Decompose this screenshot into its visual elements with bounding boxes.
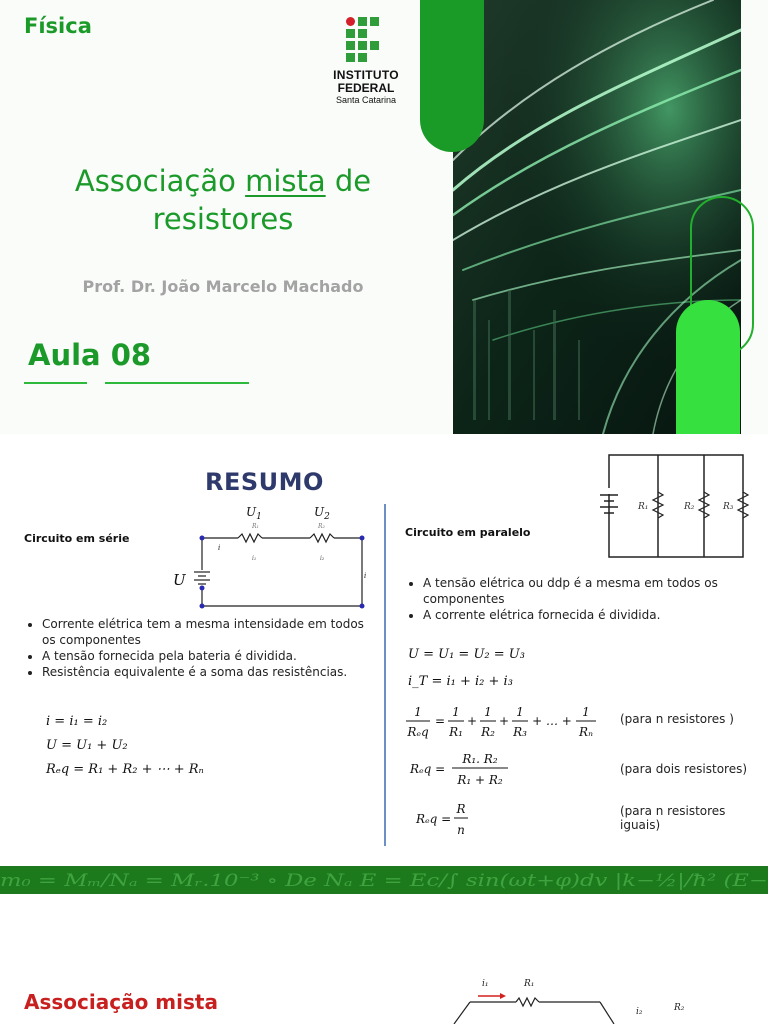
parallel-formula-two-resistors bbox=[408, 748, 518, 792]
logo-dot-red bbox=[346, 17, 355, 26]
parallel-bullet: • A corrente elétrica fornecida é dividida. bbox=[423, 607, 753, 623]
subject-label: Física bbox=[24, 14, 92, 38]
note-equal-resistors: (para n resistores iguais) bbox=[620, 804, 726, 832]
mixed-R1-label: R₁ bbox=[524, 979, 535, 989]
svg-text:Rₑq =: Rₑq = bbox=[416, 812, 452, 826]
summary-slide bbox=[0, 434, 768, 866]
svg-text:=: = bbox=[434, 714, 446, 728]
institute-logo bbox=[326, 14, 406, 108]
svg-text:Rₙ: Rₙ bbox=[579, 725, 593, 739]
decor-pill-top bbox=[420, 0, 484, 152]
svg-text:Rₑq =: Rₑq = bbox=[410, 762, 446, 776]
svg-text:+: + bbox=[498, 714, 510, 728]
professor-name: Prof. Dr. João Marcelo Machado bbox=[82, 277, 364, 296]
mixed-circuit-diagram bbox=[440, 974, 700, 1024]
svg-text:1: 1 bbox=[582, 705, 590, 719]
lesson-number: Aula 08 bbox=[28, 338, 152, 372]
series-bullets bbox=[24, 616, 372, 680]
svg-text:1: 1 bbox=[452, 705, 460, 719]
svg-text:R₁: R₁ bbox=[449, 725, 463, 739]
parallel-circuit-diagram bbox=[596, 450, 756, 562]
series-i-right-label: i bbox=[364, 572, 367, 580]
mixed-R2-label: R₂ bbox=[674, 1003, 685, 1013]
series-formula-voltage: U = U₁ + U₂ bbox=[46, 738, 128, 753]
parallel-formula-voltage: U = U₁ = U₂ = U₃ bbox=[408, 647, 525, 662]
parallel-label: Circuito em paralelo bbox=[405, 526, 531, 539]
series-R2-label: R₂ bbox=[318, 523, 325, 530]
parallel-R2-label: R₂ bbox=[684, 502, 695, 512]
slide-title: Associação mista de resistores bbox=[74, 164, 372, 236]
summary-heading: RESUMO bbox=[205, 468, 324, 496]
series-bullet: • Corrente elétrica tem a mesma intensidade em todos os componentes bbox=[42, 616, 372, 648]
svg-text:R₂: R₂ bbox=[481, 725, 495, 739]
parallel-bullet: • A tensão elétrica ou ddp é a mesma em todos os componentes bbox=[423, 575, 753, 607]
svg-text:Rₑq: Rₑq bbox=[407, 725, 429, 739]
mixed-association-slide bbox=[0, 894, 768, 1024]
logo-line2: FEDERAL bbox=[337, 81, 395, 95]
svg-text:R: R bbox=[456, 802, 466, 816]
svg-text:+: + bbox=[466, 714, 478, 728]
decor-pill-bottom bbox=[676, 300, 740, 434]
formula-banner bbox=[0, 866, 768, 894]
title-slide bbox=[0, 0, 768, 434]
series-label: Circuito em série bbox=[24, 532, 130, 545]
parallel-R1-label: R₁ bbox=[638, 502, 649, 512]
svg-text:+ … +: + … + bbox=[532, 714, 572, 728]
parallel-formula-n-resistors bbox=[404, 700, 604, 746]
series-U-label: U bbox=[173, 571, 186, 589]
underline-short bbox=[24, 382, 87, 384]
parallel-bullets bbox=[405, 575, 753, 623]
series-i-label: i bbox=[218, 544, 221, 552]
svg-text:R₃: R₃ bbox=[513, 725, 527, 739]
svg-text:R₁ + R₂: R₁ + R₂ bbox=[457, 773, 503, 787]
series-U1-label: $U_1$ bbox=[246, 505, 262, 522]
mixed-association-title: Associação mista bbox=[24, 990, 218, 1014]
mixed-i2-label: i₂ bbox=[636, 1007, 643, 1017]
series-formula-resistance: Rₑq = R₁ + R₂ + ⋯ + Rₙ bbox=[46, 762, 204, 777]
series-circuit-diagram bbox=[168, 498, 378, 614]
series-i2-label: i₂ bbox=[320, 555, 325, 562]
mixed-i1-label: i₁ bbox=[482, 979, 489, 989]
svg-text:n: n bbox=[457, 823, 465, 837]
underline-long bbox=[105, 382, 249, 384]
parallel-formula-current: i_T = i₁ + i₂ + i₃ bbox=[408, 674, 513, 689]
parallel-R3-label: R₃ bbox=[723, 502, 734, 512]
column-divider bbox=[384, 504, 386, 846]
series-i1-label: i₁ bbox=[252, 555, 257, 562]
logo-line3: Santa Catarina bbox=[335, 95, 397, 105]
series-U2-label: $U_2$ bbox=[314, 505, 330, 522]
series-R1-label: R₁ bbox=[252, 523, 259, 530]
parallel-formula-equal-resistors bbox=[414, 798, 484, 842]
series-formula-current: i = i₁ = i₂ bbox=[46, 714, 108, 729]
svg-text:1: 1 bbox=[414, 705, 422, 719]
logo-line1: INSTITUTO bbox=[333, 68, 399, 82]
note-two-resistors: (para dois resistores) bbox=[620, 762, 748, 776]
svg-text:R₁. R₂: R₁. R₂ bbox=[462, 752, 498, 766]
svg-text:1: 1 bbox=[516, 705, 524, 719]
series-bullet: • A tensão fornecida pela bateria é dividida. bbox=[42, 648, 372, 664]
title-underlined-word: mista bbox=[245, 164, 326, 198]
note-n-resistors: (para n resistores ) bbox=[620, 712, 734, 726]
banner-formulas: m₀ = Mₘ/Nₐ = Mᵣ.10⁻³ ∘ De Nₐ E = Ec/∫ sin(ωt+φ)dv |k−½|/ħ² (E− bbox=[0, 871, 768, 891]
series-bullet: • Resistência equivalente é a soma das resistências. bbox=[42, 664, 372, 680]
svg-text:1: 1 bbox=[484, 705, 492, 719]
